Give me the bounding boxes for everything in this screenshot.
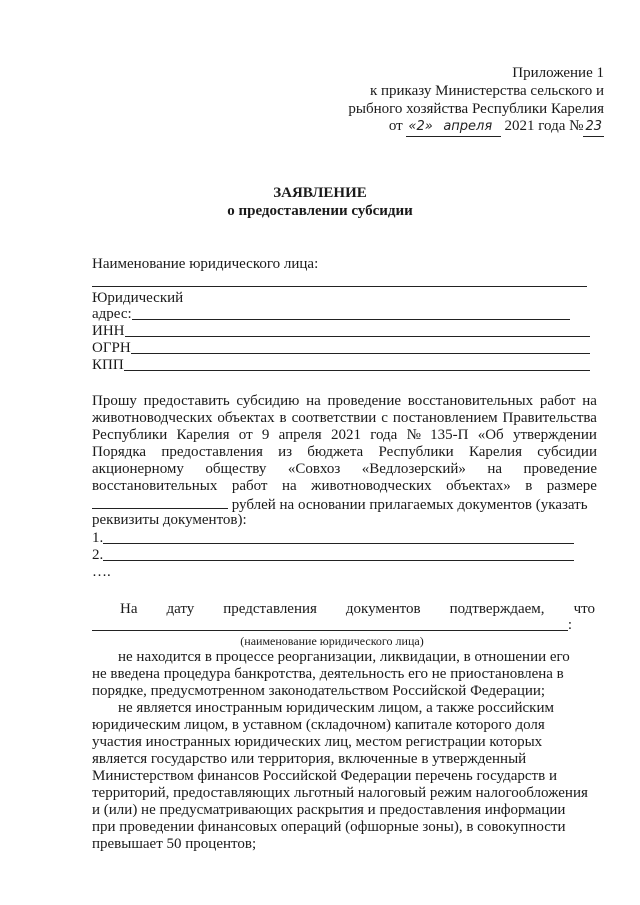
org-name-caption: (наименование юридического лица) <box>240 634 424 648</box>
para2-line-3: участия иностранных юридических лиц, местом регистрации которых <box>92 734 543 750</box>
word: утверждении <box>512 427 597 443</box>
word: в <box>279 410 287 426</box>
word: дату <box>166 601 195 617</box>
word: в <box>525 478 533 494</box>
request-line-1 <box>92 392 597 410</box>
request-line-3 <box>92 426 597 444</box>
word: обществу <box>205 461 267 477</box>
ogrn-row <box>92 339 590 357</box>
document-item-1-line[interactable] <box>103 529 574 544</box>
para1-line-3: порядке, предусмотренном законодательством Российской Федерации; <box>92 683 546 699</box>
word: на <box>582 393 597 409</box>
address-line[interactable] <box>132 305 570 320</box>
request-line-4 <box>92 443 597 461</box>
org-name-fill-line[interactable] <box>92 616 568 631</box>
items-ellipsis: …. <box>92 564 111 580</box>
kpp-row <box>92 356 590 374</box>
para2-line-2: юридическим лицом, в уставном (складочном) капитале которого доля <box>92 717 545 733</box>
handwritten-day: «2» <box>406 118 434 137</box>
word: 2021 <box>330 427 361 443</box>
handwritten-number: 23 <box>583 118 604 137</box>
date-prefix: от <box>388 118 403 134</box>
document-subtitle: о предоставлении субсидии <box>227 203 413 219</box>
word: размере <box>546 478 597 494</box>
word: соответствии <box>291 410 377 426</box>
word: предоставления <box>161 444 263 460</box>
word: на <box>281 478 297 494</box>
word: работ <box>231 478 268 494</box>
word: «Ведлозерский» <box>361 461 466 477</box>
colon: : <box>567 617 572 633</box>
word: подтверждаем, <box>449 601 545 617</box>
word: из <box>278 444 293 460</box>
word: Карелия <box>176 427 230 443</box>
address-row <box>92 305 570 323</box>
word: На <box>120 601 138 617</box>
word: «Совхоз <box>287 461 341 477</box>
word: 9 <box>261 427 270 443</box>
amount-line[interactable] <box>92 494 228 509</box>
word: документов <box>345 601 421 617</box>
word: Прошу <box>92 393 137 409</box>
org-name-label: Наименование юридического лица: <box>92 256 319 272</box>
item-1-number: 1. <box>92 530 104 546</box>
word: бюджета <box>307 444 364 460</box>
word: Порядка <box>92 444 147 460</box>
word: представления <box>223 601 317 617</box>
para2-line-5: Министерством финансов Российской Федерации перечень государств и <box>92 768 557 784</box>
word: работ <box>539 393 576 409</box>
word: апреля <box>278 427 322 443</box>
inn-label: ИНН <box>92 323 125 339</box>
org-name-line[interactable] <box>92 286 587 287</box>
request-line-2 <box>92 409 597 427</box>
word: № <box>406 427 421 443</box>
word: от <box>238 427 253 443</box>
word: животноводческих <box>311 478 432 494</box>
para1-line-2: не введена процедура банкротства, деятельность его не приостановлена в <box>92 666 564 682</box>
item-2-number: 2. <box>92 547 104 563</box>
order-date-line <box>389 117 604 137</box>
word: постановлением <box>392 410 498 426</box>
ogrn-label: ОГРН <box>92 340 131 356</box>
para1-line-1: не находится в процессе реорганизации, ликвидации, в отношении его <box>118 649 570 665</box>
word: 135-П <box>430 427 469 443</box>
kpp-line[interactable] <box>124 356 590 371</box>
document-item-1 <box>92 529 574 547</box>
word: субсидию <box>236 393 300 409</box>
para2-line-8: при проведении финансовых операций (офшорные зоны), в совокупности <box>92 819 566 835</box>
kpp-label: КПП <box>92 357 124 373</box>
word: что <box>573 601 595 617</box>
word: Республики <box>92 427 168 443</box>
word: Правительства <box>502 410 597 426</box>
word: акционерному <box>92 461 184 477</box>
ministry-line: рыбного хозяйства Республики Карелия <box>348 101 604 117</box>
inn-line[interactable] <box>125 322 591 337</box>
word: проведение <box>327 393 402 409</box>
document-title: ЗАЯВЛЕНИЕ <box>273 185 367 201</box>
word: Карелия <box>468 444 522 460</box>
word: восстановительных <box>92 478 218 494</box>
para2-line-1: не является иностранным юридическим лицом, а также российским <box>118 700 554 716</box>
word: «Об <box>477 427 504 443</box>
inn-row <box>92 322 590 340</box>
document-item-2-line[interactable] <box>103 546 574 561</box>
order-line: к приказу Министерства сельского и <box>369 83 604 99</box>
request-line-5 <box>92 460 597 478</box>
word: года <box>370 427 398 443</box>
word: Республики <box>378 444 454 460</box>
word: субсидии <box>537 444 597 460</box>
handwritten-month: апреля <box>435 118 501 137</box>
word: на <box>487 461 503 477</box>
word: предоставить <box>143 393 230 409</box>
para2-line-9: превышает 50 процентов; <box>92 836 257 852</box>
request-line-8: реквизиты документов): <box>92 512 247 528</box>
ogrn-line[interactable] <box>131 339 590 354</box>
document-item-2 <box>92 546 574 564</box>
date-year: 2021 года № <box>504 118 584 134</box>
appendix-label: Приложение 1 <box>512 65 604 81</box>
para2-line-6: территорий, предоставляющих льготный налоговый режим налогообложения <box>92 785 588 801</box>
word: животноводческих <box>92 410 213 426</box>
word: с <box>381 410 388 426</box>
word: объектах» <box>446 478 511 494</box>
address-label: Юридический <box>92 290 184 306</box>
amount-text: рублей на основании прилагаемых документов (указать <box>231 497 588 513</box>
address-label-2: адрес: <box>92 306 132 322</box>
para2-line-7: и (или) не предусматривающих раскрытия и предоставления информации <box>92 802 566 818</box>
request-line-6 <box>92 477 597 495</box>
word: объектах <box>217 410 275 426</box>
word: на <box>306 393 321 409</box>
para2-line-4: является государство или территория, включенные в утвержденный <box>92 751 527 767</box>
word: восстановительных <box>407 393 534 409</box>
word: проведение <box>523 461 597 477</box>
